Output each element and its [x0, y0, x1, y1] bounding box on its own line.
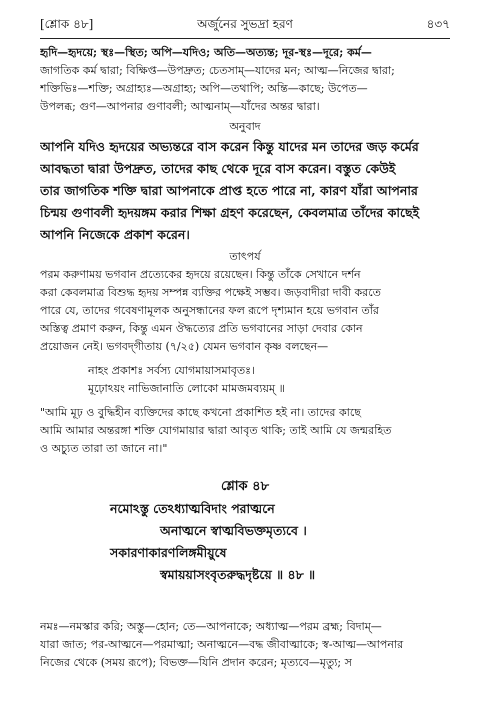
page-header — [40, 14, 450, 36]
tatparya-heading: তাৎপর্য — [229, 250, 261, 263]
translation-line: আপনি নিজেকে প্রকাশ করেন। — [40, 227, 190, 242]
chapter-title: অর্জুনের সুভদ্রা হরণ — [197, 17, 293, 31]
purport-section — [40, 248, 450, 356]
synonym-line: উপলব্ধ; গুণ—আপনার গুণাবলী; আত্মনাম্—যাঁদের অন্তর দ্বারা। — [40, 100, 320, 113]
synonym-line: জাগতিক কর্ম দ্বারা; বিক্ষিপ্ত—উপদ্রুত; চেতসাম্—যাদের মন; আত্ম—নিজের দ্বারা; — [40, 64, 395, 77]
translation-line: চিন্ময় গুণাবলী হৃদয়ঙ্গম করার শিক্ষা গ্রহণ করেছেন, কেবলমাত্র তাঁদের কাছেই — [40, 205, 420, 220]
purport-line: পারে যে, তাদের গবেষণামূলক অনুসন্ধানের ফল রূপে দৃশ্যমান হয়ে ভগবান তাঁর — [40, 304, 379, 317]
page-number: ৪৩৭ — [426, 17, 450, 31]
translation-line: আপনি যদিও হৃদয়ের অভ্যন্তরে বাস করেন কিন্তু যাদের মন তাদের জড় কর্মের — [40, 139, 419, 154]
quote-line: মূঢ়োঽয়ং নাভিজানাতি লোকো মামজমব্যয়ম্‌ ॥ — [88, 382, 285, 395]
quote-translation — [40, 404, 450, 458]
anuvad-heading: অনুবাদ — [229, 120, 261, 133]
translation-section — [40, 118, 450, 246]
quote-line: নাহং প্রকাশঃ সর্বস্য যোগমায়াসমাবৃতঃ। — [88, 364, 255, 377]
quote-translation-line: আমি আমার অন্তরঙ্গা শক্তি যোগমায়ার দ্বারা আবৃত থাকি; তাই আমি যে জন্মরহিত — [40, 424, 392, 437]
header-divider — [40, 38, 450, 39]
verse-reference: [শ্লোক ৪৮] — [40, 17, 94, 31]
verse-line: অনাত্মনে স্বাত্মবিভক্তমৃত্যবে । — [160, 523, 307, 538]
quote-translation-line: ও অচ্যুত তারা তা জানে না।" — [40, 442, 168, 455]
translation-line: আবদ্ধতা দ্বারা উপদ্রুত, তাদের কাছ থেকে দূরে বাস করেন। বস্তুত কেউই — [40, 161, 396, 176]
synonym-line: হৃদি—হৃদয়ে; স্থঃ—স্থিত; অপি—যদিও; অতি—অত্যন্ত; দূর-স্থঃ—দূরে; কর্ম— — [40, 46, 372, 59]
purport-line: প্রয়োজন নেই। ভগবদ্‌গীতায় (৭/২৫) যেমন ভগবান কৃষ্ণ বলছেন— — [40, 340, 329, 353]
verse-heading: শ্লোক ৪৮ — [220, 479, 270, 494]
purport-line: অস্তিত্ব প্রমাণ করুন, কিন্তু এমন ঔদ্ধত্যের প্রতি ভগবানের সাড়া দেবার কোন — [40, 322, 363, 335]
gita-quote — [40, 362, 450, 398]
verse-line: স্বমায়য়াসংবৃতরুদ্ধদৃষ্টয়ে ॥ ৪৮ ॥ — [160, 567, 316, 582]
quote-translation-line: "আমি মূঢ় ও বুদ্ধিহীন ব্যক্তিদের কাছে কখনো প্রকাশিত হই না। তাদের কাছে — [40, 406, 361, 419]
verse-line: সকারণাকারণলিঙ্গমীয়ুষে — [110, 545, 227, 560]
synonym-line: নিজের থেকে (সময় রূপে); বিভক্ত—যিনি প্রদান করেন; মৃত্যবে—মৃত্যু; স — [40, 656, 352, 669]
synonym-line: নমঃ—নমস্কার করি; অস্তু—হোন; তে—আপনাকে; অধ্যাত্ম—পরম ব্রহ্ম; বিদাম্— — [40, 620, 382, 633]
verse-block — [40, 476, 450, 586]
purport-line: পরম করুণাময় ভগবান প্রত্যেকের হৃদয়ে রয়েছেন। কিন্তু তাঁকে সেখানে দর্শন — [40, 268, 361, 281]
verse-line: নমোঽস্তু তেঽধ্যাত্মবিদাং পরাত্মনে — [110, 501, 275, 516]
synonym-line: শক্তিভিঃ—শক্তি; অগ্রাহ্যঃ—অগ্রাহ্য; অপি—তথাপি; অন্তি—কাছে; উপেত— — [40, 82, 368, 95]
synonym-line: যারা জাত; পর-আত্মনে—পরমাত্মা; অনাত্মনে—বদ্ধ জীবাত্মাকে; স্ব-আত্ম—আপনার — [40, 638, 404, 651]
translation-line: তার জাগতিক শক্তি দ্বারা আপনাকে প্রাপ্ত হতে পারে না, কারণ যাঁরা আপনার — [40, 183, 418, 198]
purport-line: করা কেবলমাত্র বিশুদ্ধ হৃদয় সম্পন্ন ব্যক্তির পক্ষেই সম্ভব। জড়বাদীরা দাবী করতে — [40, 286, 381, 299]
synonyms-top — [40, 44, 450, 116]
synonyms-bottom — [40, 618, 450, 672]
